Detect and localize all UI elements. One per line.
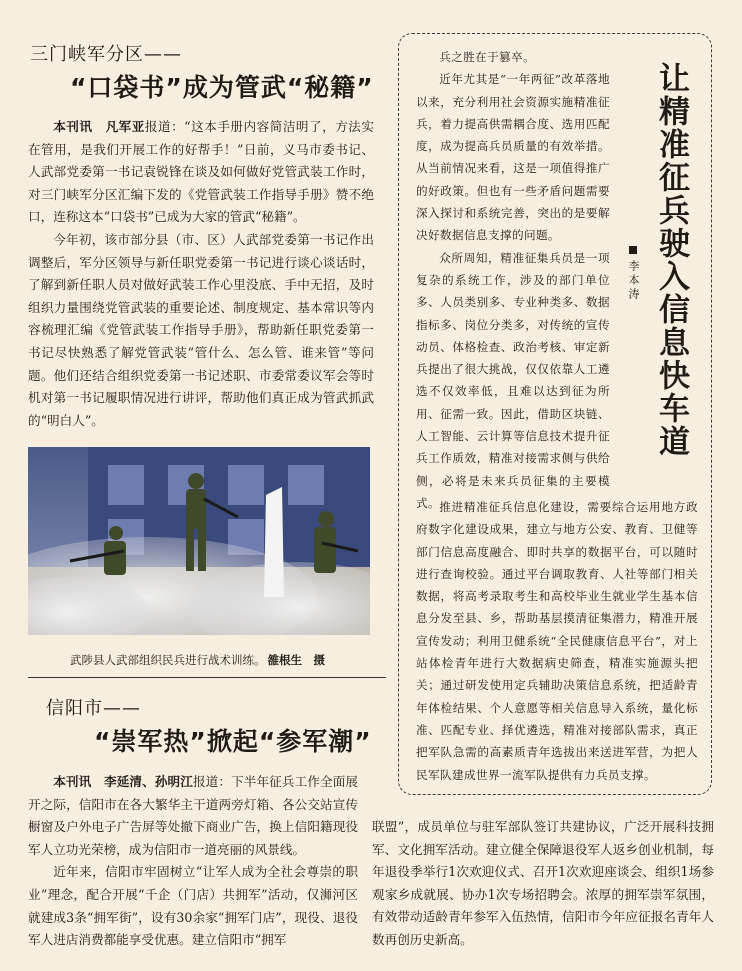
article2-continuation: 联盟”，成员单位与驻军部队签订共建协议，广泛开展科技拥军、文化拥军活动。建立健全保障退役军人返乡创业机制，每年退役季举行1次欢迎仪式、召开1次欢迎座谈会、组织1场参观家乡成就展、协办1次专场招聘会。浓厚的拥军崇军氛围，有效带动适龄青年参军入伍热情，信阳市今年应征报名青年人数再创历史新高。 bbox=[372, 819, 714, 947]
article1-headline: “口袋书”成为管武“秘籍” bbox=[70, 73, 374, 102]
commentary-paragraph: 近年尤其是“一年两征”改革落地以来，充分利用社会资源实施精准征兵，着力提高供需耦合度、选用匹配度，成为提高兵员质量的有效举措。从当前情况来看，这是一项值得推广的好政策。但也有一些矛盾问题需要深入探讨和系统完善，突出的是要解决好数据信息支撑的问题。 bbox=[416, 72, 610, 243]
article1-kicker: 三门峡军分区—— bbox=[30, 44, 182, 65]
article2-body bbox=[28, 771, 358, 952]
commentary-author bbox=[624, 246, 642, 302]
training-photo bbox=[28, 447, 370, 635]
commentary-title: 让精准征兵驶入信息快车道 bbox=[653, 62, 689, 458]
photo-credit: 雒根生 摄 bbox=[267, 653, 325, 667]
commentary-body-wide bbox=[416, 496, 698, 786]
photo-caption bbox=[70, 652, 325, 668]
photo-caption-text: 武陟县人武部组织民兵进行战术训练。 bbox=[70, 653, 266, 667]
article1-byline: 本刊讯 凡军亚 bbox=[53, 119, 145, 134]
commentary-paragraph: 众所周知，精准征集兵员是一项复杂的系统工作，涉及的部门单位多、人员类别多、专业种类多、数据指标多、岗位分类多，对传统的宣传动员、体格检查、政治考核、审定新兵提出了很大挑战，仅仅依靠人工遴选不仅效率低，且难以达到征为所用、征需一致。因此，借助区块链、人工智能、云计算等信息技术提升征兵工作质效，精准对接需求侧与供给侧，必将是未来兵员征集的主要模式。 bbox=[416, 250, 610, 510]
article2-paragraph: 本刊讯 李延清、孙明江报道：下半年征兵工作全面展开之际，信阳市在各大繁华主干道两旁灯箱、各公交站宣传橱窗及户外电子广告屏等处撤下商业广告，换上信阳籍现役军人立功光荣榜，成为信阳市一道亮丽的风景线。 bbox=[28, 774, 359, 857]
commentary-body-narrow bbox=[416, 46, 610, 514]
article2-headline: “崇军热”掀起“参军潮” bbox=[94, 727, 372, 756]
commentary-paragraph: 兵之胜在于篡卒。 bbox=[439, 50, 536, 64]
article2-kicker: 信阳市—— bbox=[46, 698, 141, 719]
article2-paragraph: 近年来，信阳市牢固树立“让军人成为全社会尊崇的职业”理念，配合开展“千企（门店）共拥军”活动，仅浉河区就建成3条“拥军街”，设有30余家“拥军门店”，现役、退役军人进店消费都能享受优惠。建立信阳市“拥军 bbox=[28, 864, 358, 948]
commentary-author-name: 李本涛 bbox=[627, 260, 640, 302]
author-marker-icon bbox=[629, 246, 637, 254]
article1-body bbox=[28, 116, 374, 432]
article2-byline: 本刊讯 李延清、孙明江 bbox=[53, 774, 193, 789]
training-photo-illustration bbox=[28, 447, 370, 635]
article1-paragraph: 今年初，该市部分县（市、区）人武部党委第一书记作出调整后，军分区领导与新任职党委第一书记进行谈心谈话时，了解到新任职人员对做好武装工作心里没底、手中无招，及时组织力量围绕党管武装的重要论述、制度规定、基本常识等内容梳理汇编《党管武装工作指导手册》，帮助新任职党委第一书记尽快熟悉了解党管武装“管什么、怎么管、谁来管”等问题。他们还结合组织党委第一书记述职、市委常委议军会等时机对第一书记履职情况进行讲评，帮助他们真正成为管武抓武的“明白人”。 bbox=[28, 231, 374, 428]
article1-paragraph: 本刊讯 凡军亚报道：“这本手册内容简洁明了，方法实在管用，是我们开展工作的好帮手！”日前，义马市委书记、人武部党委第一书记袁锐锋在谈及如何做好党管武装工作时，对三门峡军分区汇编下发的《党管武装工作指导手册》赞不绝口，连称这本“口袋书”已成为大家的管武“秘籍”。 bbox=[28, 119, 375, 225]
section-divider bbox=[28, 677, 386, 678]
commentary-paragraph: 推进精准征兵信息化建设，需要综合运用地方政府数字化建设成果，建立与地方公安、教育、卫健等部门信息高度融合、即时共享的数据平台，可以随时进行查询校验。通过平台调取教育、人社等部门相关数据，将高考录取考生和高校毕业生就业学生基本信息分发至县、乡，帮助基层摸清征集潜力，精准开展宣传发动；利用卫健系统“全民健康信息平台”，对上站体检青年进行大数据病史筛查，精准实施源头把关；通过研发使用定兵辅助决策信息系统，把适龄青年体检结果、个人意愿等相关信息导入系统，量化标准、匹配专业、择优遴选，精准对接部队需求，真正把军队急需的高素质青年选拔出来送进军营，为把人民军队建成世界一流军队提供有力兵员支撑。 bbox=[416, 500, 698, 782]
